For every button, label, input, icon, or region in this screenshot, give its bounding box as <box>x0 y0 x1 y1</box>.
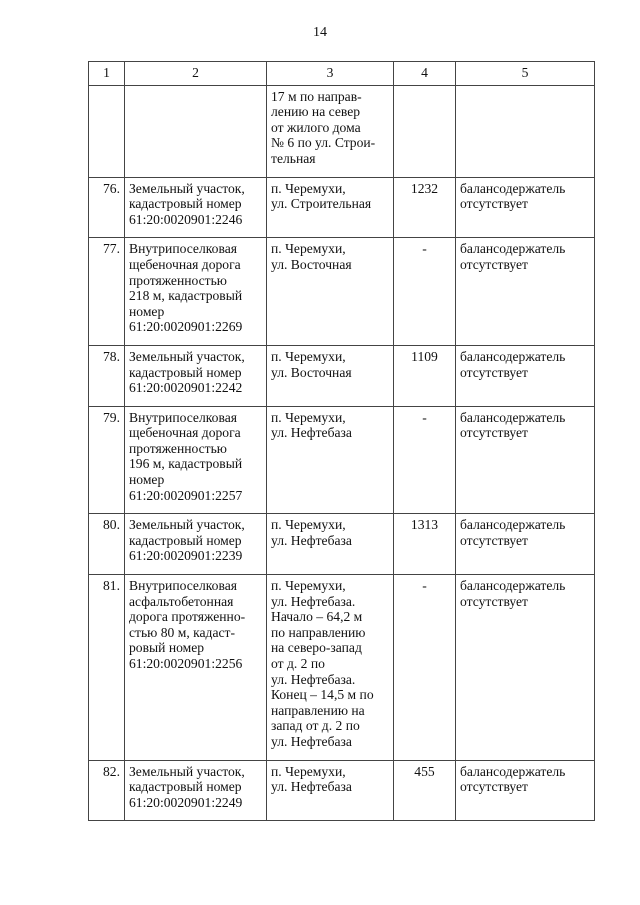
row-number: 76. <box>103 180 120 196</box>
object-name-cell <box>125 406 267 514</box>
address-cell <box>267 177 394 238</box>
row-number-cell <box>89 85 125 177</box>
area-value: 455 <box>414 763 435 779</box>
object-name-line: Внутрипоселковая <box>129 241 237 257</box>
holder-cell <box>456 177 595 238</box>
holder-cell <box>456 238 595 346</box>
object-name-line: протяженностью <box>129 440 227 456</box>
table-row <box>89 514 595 575</box>
address-line: ул. Нефтебаза <box>271 779 352 795</box>
address-cell <box>267 760 394 821</box>
row-number-cell <box>89 406 125 514</box>
address-line: ул. Строительная <box>271 196 372 212</box>
column-header-name: 2 <box>125 62 267 86</box>
object-name-line: кадастровый номер <box>129 196 242 212</box>
page-number: 14 <box>313 25 327 40</box>
area-cell <box>394 177 456 238</box>
object-name-line: Внутрипоселковая <box>129 578 237 594</box>
object-name-line: Внутрипоселковая <box>129 409 237 425</box>
address-line: по направлению <box>271 624 366 640</box>
table-row <box>89 406 595 514</box>
object-name-line: 61:20:0020901:2269 <box>129 319 243 335</box>
address-line: от жилого дома <box>271 119 361 135</box>
row-number: 80. <box>103 517 120 533</box>
holder-line: отсутствует <box>460 364 529 380</box>
holder-line: отсутствует <box>460 256 529 272</box>
object-name-line: номер <box>129 303 165 319</box>
object-name-line: 61:20:0020901:2257 <box>129 487 243 503</box>
column-header-area: 4 <box>394 62 456 86</box>
object-name-cell <box>125 575 267 761</box>
address-line: п. Черемухи, <box>271 180 346 196</box>
holder-line: балансодержатель <box>460 348 566 364</box>
area-cell <box>394 238 456 346</box>
address-cell <box>267 514 394 575</box>
holder-cell <box>456 85 595 177</box>
address-line: ул. Нефтебаза. <box>271 671 356 687</box>
row-number: 82. <box>103 763 120 779</box>
column-header-number: 1 <box>89 62 125 86</box>
holder-line: отсутствует <box>460 196 529 212</box>
holder-cell <box>456 514 595 575</box>
address-line: п. Черемухи, <box>271 241 346 257</box>
object-name-cell <box>125 514 267 575</box>
object-name-line: протяженностью <box>129 272 227 288</box>
address-line: ул. Нефтебаза <box>271 425 352 441</box>
area-value: - <box>422 578 427 594</box>
address-line: тельная <box>271 150 316 166</box>
holder-cell <box>456 575 595 761</box>
holder-line: балансодержатель <box>460 763 566 779</box>
object-name-line: щебеночная дорога <box>129 256 241 272</box>
object-name-line: 218 м, кадастровый <box>129 288 243 304</box>
address-line: от д. 2 по <box>271 656 325 671</box>
address-line: ул. Нефтебаза. <box>271 593 356 609</box>
object-name-cell <box>125 238 267 346</box>
object-name-line: кадастровый номер <box>129 779 242 795</box>
address-line: ул. Восточная <box>271 364 352 380</box>
holder-line: отсутствует <box>460 779 529 795</box>
object-name-cell <box>125 760 267 821</box>
holder-cell <box>456 760 595 821</box>
row-number-cell <box>89 514 125 575</box>
row-number-cell <box>89 177 125 238</box>
area-cell <box>394 760 456 821</box>
object-name-line: асфальтобетонная <box>129 593 234 609</box>
column-header-address: 3 <box>267 62 394 86</box>
holder-line: балансодержатель <box>460 409 566 425</box>
area-value: 1313 <box>410 517 439 533</box>
address-cell <box>267 85 394 177</box>
holder-line: балансодержатель <box>460 517 566 533</box>
area-value: - <box>422 241 427 257</box>
table-body <box>89 85 595 821</box>
object-name-line: Земельный участок, <box>129 517 245 533</box>
table-row <box>89 760 595 821</box>
area-value: 1109 <box>411 348 438 364</box>
object-name-line: кадастровый номер <box>129 364 242 380</box>
object-name-line: ровый номер <box>129 640 205 656</box>
table-row <box>89 345 595 406</box>
holder-line: балансодержатель <box>460 180 566 196</box>
holder-line: отсутствует <box>460 425 529 441</box>
object-name-line: щебеночная дорога <box>129 425 241 441</box>
address-line: направлению на <box>271 702 365 718</box>
object-name-line: Земельный участок, <box>129 348 245 364</box>
object-name-line: стью 80 м, кадаст- <box>129 624 236 640</box>
holder-line: балансодержатель <box>460 578 566 594</box>
address-line: ул. Восточная <box>271 256 352 272</box>
address-line: на северо-запад <box>271 640 362 656</box>
row-number: 81. <box>103 578 120 594</box>
holder-line: отсутствует <box>460 593 529 609</box>
table-header-row <box>89 62 595 86</box>
address-line: п. Черемухи, <box>271 517 346 533</box>
holder-line: отсутствует <box>460 532 529 548</box>
address-cell <box>267 238 394 346</box>
row-number-cell <box>89 238 125 346</box>
object-name-line: дорога протяженно- <box>129 609 246 625</box>
address-line: запад от д. 2 по <box>271 718 360 734</box>
area-cell <box>394 514 456 575</box>
object-name-line: номер <box>129 472 165 488</box>
object-name-line: 61:20:0020901:2256 <box>129 656 243 671</box>
row-number-cell <box>89 760 125 821</box>
area-value: - <box>422 409 427 425</box>
row-number-cell <box>89 345 125 406</box>
area-cell <box>394 85 456 177</box>
object-name-line: 61:20:0020901:2242 <box>129 380 243 396</box>
object-name-line: 61:20:0020901:2246 <box>129 211 243 227</box>
table-row <box>89 238 595 346</box>
address-cell <box>267 345 394 406</box>
table-row <box>89 177 595 238</box>
address-line: п. Черемухи, <box>271 409 346 425</box>
address-cell <box>267 575 394 761</box>
object-name-line: 196 м, кадастровый <box>129 456 243 472</box>
table-row <box>89 575 595 761</box>
holder-cell <box>456 345 595 406</box>
row-number: 77. <box>103 241 120 257</box>
table-row <box>89 85 595 177</box>
property-register-table <box>88 61 595 821</box>
address-line: Конец – 14,5 м по <box>271 687 374 703</box>
object-name-cell <box>125 85 267 177</box>
object-name-line: Земельный участок, <box>129 180 245 196</box>
holder-cell <box>456 406 595 514</box>
holder-line: балансодержатель <box>460 241 566 257</box>
object-name-line: 61:20:0020901:2239 <box>129 548 243 564</box>
area-cell <box>394 575 456 761</box>
address-line: ул. Нефтебаза <box>271 532 352 548</box>
row-number: 79. <box>103 409 120 425</box>
area-cell <box>394 406 456 514</box>
column-header-holder: 5 <box>456 62 595 86</box>
object-name-cell <box>125 345 267 406</box>
object-name-line: 61:20:0020901:2249 <box>129 794 243 810</box>
address-line: п. Черемухи, <box>271 578 346 594</box>
address-line: п. Черемухи, <box>271 763 346 779</box>
address-line: п. Черемухи, <box>271 348 346 364</box>
object-name-cell <box>125 177 267 238</box>
row-number-cell <box>89 575 125 761</box>
area-value: 1232 <box>410 180 439 196</box>
address-line: ул. Нефтебаза <box>271 733 352 749</box>
address-line: № 6 по ул. Строи- <box>271 135 376 151</box>
object-name-line: Земельный участок, <box>129 763 245 779</box>
object-name-line: кадастровый номер <box>129 532 242 548</box>
address-line: лению на север <box>271 104 361 120</box>
area-cell <box>394 345 456 406</box>
row-number: 78. <box>103 348 120 364</box>
address-line: 17 м по направ- <box>271 88 362 104</box>
address-line: Начало – 64,2 м <box>271 609 363 625</box>
address-cell <box>267 406 394 514</box>
